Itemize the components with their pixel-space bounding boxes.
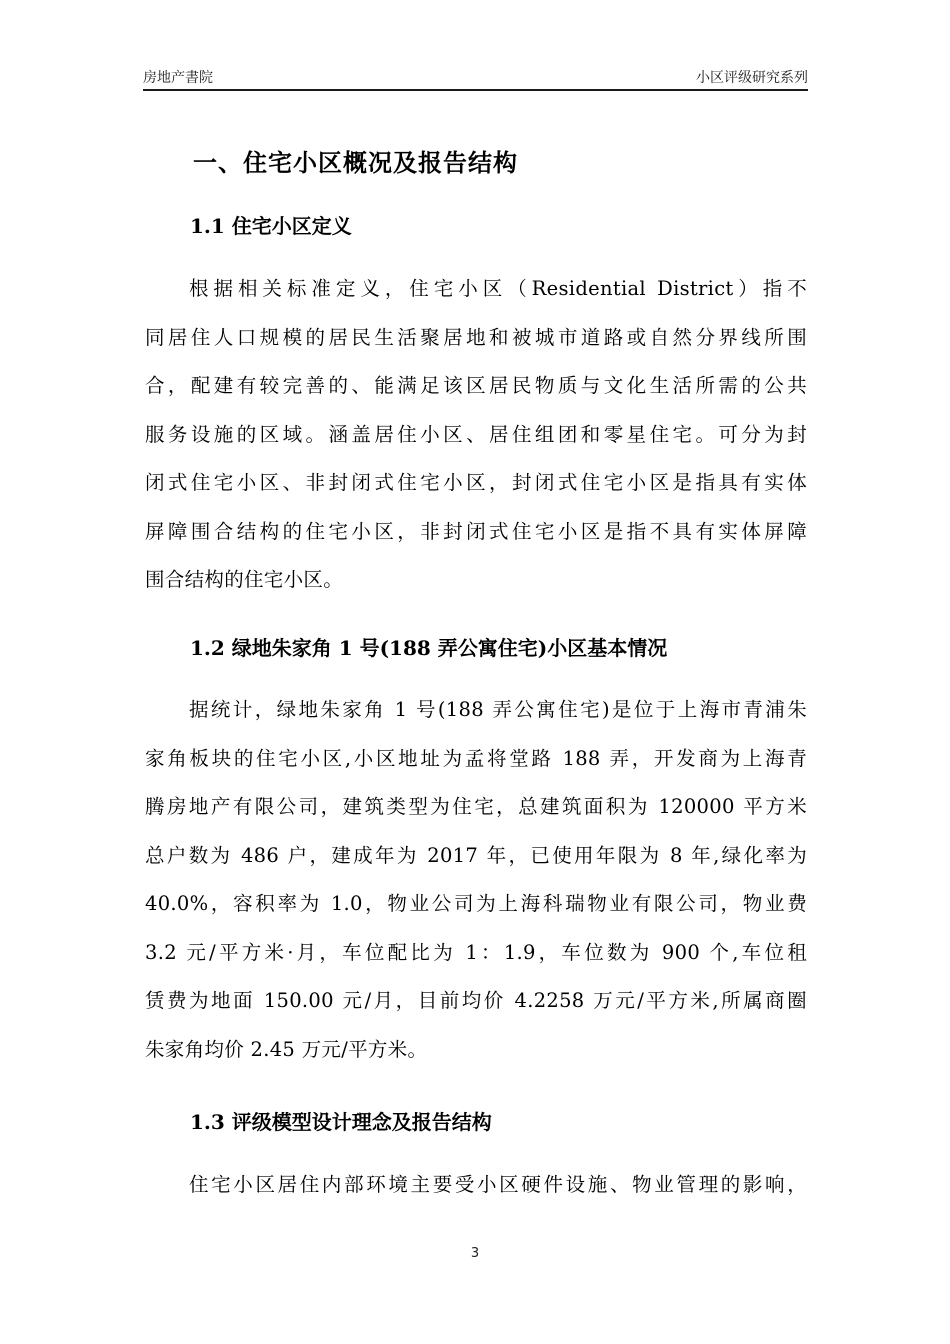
- paragraph-line: 3.2 元/平方米·月，车位配比为 1：1.9，车位数为 900 个,车位租: [145, 940, 807, 964]
- paragraph-line: 家角板块的住宅小区,小区地址为孟将堂路 188 弄，开发商为上海青: [145, 746, 807, 770]
- section-body-1-3: [145, 1161, 807, 1210]
- paragraph-line: 合，配建有较完善的、能满足该区居民物质与文化生活所需的公共: [145, 374, 807, 397]
- section-heading-1-2: 1.2 绿地朱家角 1 号(188 弄公寓住宅)小区基本情况: [190, 636, 668, 660]
- section-heading-1-3: 1.3 评级模型设计理念及报告结构: [190, 1110, 492, 1134]
- paragraph-line: 根据相关标准定义，住宅小区（Residential District）指不: [189, 277, 807, 300]
- page-header: [143, 68, 808, 88]
- page-number: 3: [470, 1246, 480, 1261]
- paragraph-line: 同居住人口规模的居民生活聚居地和被城市道路或自然分界线所围: [145, 325, 807, 349]
- section-body-1-1: [145, 265, 807, 605]
- chapter-title: 一、住宅小区概况及报告结构: [193, 148, 518, 177]
- paragraph-line: 总户数为 486 户，建成年为 2017 年，已使用年限为 8 年,绿化率为: [145, 843, 807, 867]
- header-series-title: 小区评级研究系列: [696, 70, 808, 86]
- paragraph-line: 40.0%，容积率为 1.0，物业公司为上海科瑞物业有限公司，物业费: [145, 892, 807, 915]
- section-body-1-2: [145, 686, 807, 1074]
- paragraph-line: 朱家角均价 2.45 万元/平方米。: [145, 1037, 428, 1061]
- section-heading-1-1: 1.1 住宅小区定义: [190, 214, 352, 238]
- paragraph-line: 围合结构的住宅小区。: [145, 568, 344, 591]
- paragraph-line: 腾房地产有限公司，建筑类型为住宅，总建筑面积为 120000 平方米: [145, 795, 807, 818]
- paragraph-line: 屏障围合结构的住宅小区，非封闭式住宅小区是指不具有实体屏障: [145, 519, 807, 543]
- paragraph-line: 闭式住宅小区、非封闭式住宅小区，封闭式住宅小区是指具有实体: [145, 471, 807, 494]
- paragraph-line: 据统计，绿地朱家角 1 号(188 弄公寓住宅)是位于上海市青浦朱: [189, 698, 807, 721]
- header-publisher: 房地产書院: [143, 70, 213, 86]
- paragraph-line: 住宅小区居住内部环境主要受小区硬件设施、物业管理的影响，: [189, 1173, 807, 1196]
- paragraph-line: 服务设施的区域。涵盖居住小区、居住组团和零星住宅。可分为封: [145, 422, 807, 446]
- header-divider: [143, 89, 808, 91]
- paragraph-line: 赁费为地面 150.00 元/月，目前均价 4.2258 万元/平方米,所属商圈: [145, 989, 807, 1012]
